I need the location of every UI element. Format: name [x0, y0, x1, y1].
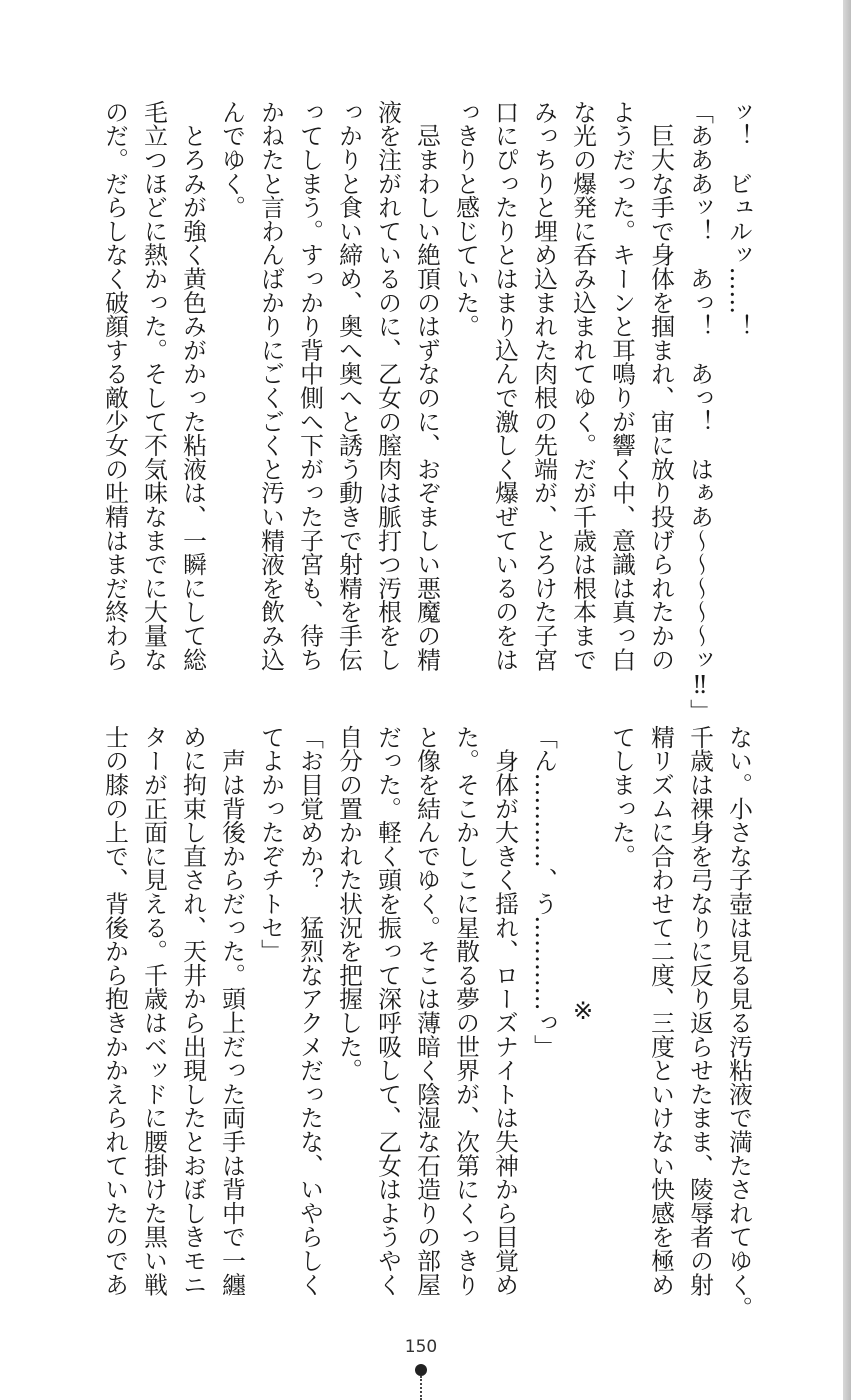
text-column: 口にぴったりとはまり込んで激しく爆ぜているのをは — [491, 100, 519, 672]
text-column: んでゆく。 — [218, 100, 246, 219]
text-column: 「ん…………、う…………っ」 — [530, 725, 558, 1059]
scene-break-mark: ※ — [569, 997, 597, 1025]
text-column: ってしまう。すっかり背中側へ下がった子宮も、待ち — [296, 100, 324, 672]
text-column: 毛立つほどに熱かった。そして不気味なまでに大量な — [140, 100, 168, 672]
text-column: 巨大な手で身体を掴まれ、宙に放り投げられたかの — [647, 100, 675, 672]
text-column: と像を結んでゆく。そこは薄暗く陰湿な石造りの部屋 — [413, 725, 441, 1297]
text-column: た。そこかしこに星散る夢の世界が、次第にくっきり — [452, 725, 480, 1297]
text-column: 精リズムに合わせて二度、三度といけない快感を極め — [647, 725, 675, 1297]
text-column: とろみが強く黄色みがかった粘液は、一瞬にして総 — [179, 100, 207, 672]
text-column: めに拘束し直され、天井から出現したとおぼしきモニ — [179, 725, 207, 1297]
text-column: かねたと言わんばかりにごくごくと汚い精液を飲み込 — [257, 100, 285, 672]
text-column: 「お目覚めか？ 猛烈なアクメだったな、いやらしく — [296, 725, 324, 1297]
text-column: ターが正面に見える。千歳はベッドに腰掛けた黒い戦 — [140, 725, 168, 1297]
upper-text-tier — [95, 100, 758, 723]
text-column: 身体が大きく揺れ、ローズナイトは失神から目覚め — [491, 725, 519, 1297]
text-column: だった。軽く頭を振って深呼吸して、乙女はようやく — [374, 725, 402, 1297]
page-marker-dotted-line — [420, 1376, 422, 1400]
page-number: 150 — [404, 1337, 438, 1357]
text-column: 声は背後からだった。頭上だった両手は背中で一纏 — [218, 725, 246, 1297]
text-column: 忌まわしい絶頂のはずなのに、おぞましい悪魔の精 — [413, 100, 441, 672]
text-column: 千歳は裸身を弓なりに反り返らせたまま、陵辱者の射 — [686, 725, 714, 1297]
text-column: てよかったぞチトセ」 — [257, 725, 285, 963]
text-column: 自分の置かれた状況を把握した。 — [335, 725, 363, 1082]
text-column: 士の膝の上で、背後から抱きかかえられていたのであ — [101, 725, 129, 1297]
text-column: ない。小さな子壺は見る見る汚粘液で満たされてゆく。 — [725, 725, 753, 1320]
text-column: ようだった。キーンと耳鳴りが響く中、意識は真っ白 — [608, 100, 636, 672]
text-column: のだ。だらしなく破顔する敵少女の吐精はまだ終わら — [101, 100, 129, 672]
page-marker-dot — [415, 1364, 427, 1376]
text-column: っきりと感じていた。 — [452, 100, 480, 338]
text-column: っかりと食い締め、奥へ奥へと誘う動きで射精を手伝 — [335, 100, 363, 672]
text-column: ッ！ ビュルッ……！ — [725, 100, 753, 338]
lower-text-tier — [95, 725, 758, 1320]
book-binding-shadow — [843, 0, 851, 1400]
text-column: な光の爆発に呑み込まれてゆく。だが千歳は根本まで — [569, 100, 597, 672]
text-column: みっちりと埋め込まれた肉根の先端が、とろけた子宮 — [530, 100, 558, 672]
text-column: 液を注がれているのに、乙女の膣肉は脈打つ汚根をし — [374, 100, 402, 672]
text-column: てしまった。 — [608, 725, 636, 868]
text-column: 「あああッ！ あっ！ あっ！ はぁあ〜〜〜〜〜ッ‼」 — [686, 100, 714, 723]
